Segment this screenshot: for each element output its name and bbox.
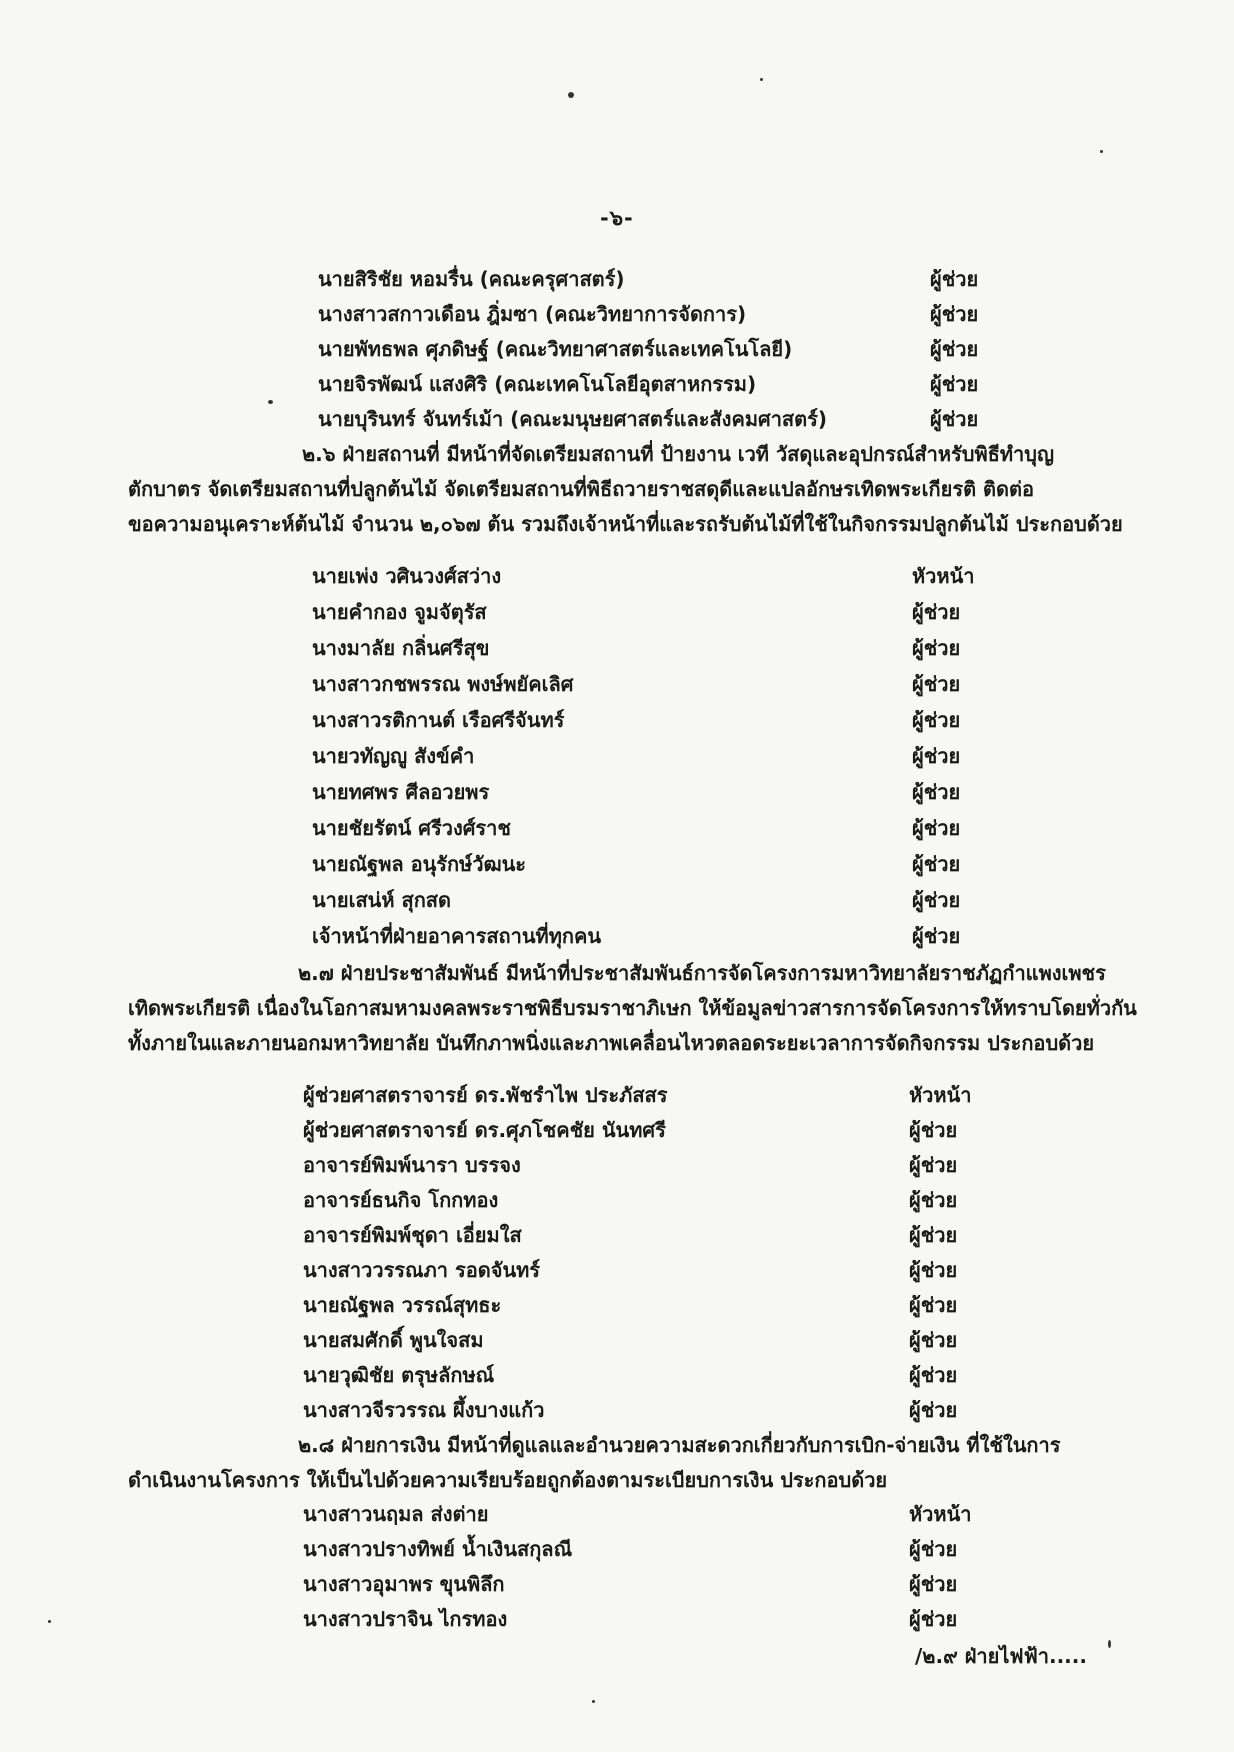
list-item: [303, 1532, 1003, 1566]
section-2-6-paragraph: [128, 437, 1123, 542]
paragraph-line: ขอความอนุเคราะห์ต้นไม้ จำนวน ๒,๐๖๗ ต้น รวมถึงเจ้าหน้าที่และรถรับต้นไม้ที่ใช้ในกิจกรรมปลูกต้นไม้ ประกอบด้วย: [128, 512, 1123, 536]
scan-speck: [268, 400, 273, 404]
list-item: [312, 631, 1002, 665]
member-role: ผู้ช่วย: [909, 1223, 958, 1247]
member-name: นางมาลัย กลิ่นศรีสุข: [312, 636, 490, 660]
list-item: [318, 262, 998, 296]
member-role: ผู้ช่วย: [930, 267, 979, 291]
list-item: [312, 775, 1002, 809]
paragraph-line: ๒.๖ ฝ่ายสถานที่ มีหน้าที่จัดเตรียมสถานที่ ป้ายงาน เวที วัสดุและอุปกรณ์สำหรับพิธีทำบุญ: [302, 442, 1054, 466]
member-role: ผู้ช่วย: [909, 1328, 958, 1352]
member-role: ผู้ช่วย: [909, 1398, 958, 1422]
paragraph-line: ๒.๘ ฝ่ายการเงิน มีหน้าที่ดูแลและอำนวยความสะดวกเกี่ยวกับการเบิก-จ่ายเงิน ที่ใช้ในการ: [298, 1433, 1061, 1457]
scan-speck: [1100, 150, 1103, 153]
list-item: [303, 1358, 1003, 1392]
member-name: นายณัฐพล อนุรักษ์วัฒนะ: [312, 852, 527, 876]
list-item: [312, 595, 1002, 629]
member-name: นางสาวจีรวรรณ ผึ้งบางแก้ว: [303, 1398, 545, 1422]
member-role: หัวหน้า: [909, 1502, 972, 1526]
scan-speck: [760, 78, 763, 81]
list-item: [303, 1393, 1003, 1427]
member-name: นายสิริชัย หอมรื่น (คณะครุศาสตร์): [318, 267, 625, 291]
member-name: นางสาววรรณภา รอดจันทร์: [303, 1258, 541, 1282]
list-item: [312, 919, 1002, 953]
member-role: หัวหน้า: [912, 564, 975, 588]
member-name: นายคำกอง จูมจัตุรัส: [312, 600, 487, 624]
member-role: ผู้ช่วย: [912, 600, 961, 624]
list-item: [303, 1078, 1003, 1112]
member-name: นางสาวสกาวเดือน ฎิ่มซา (คณะวิทยาการจัดการ): [318, 302, 747, 326]
list-item: [303, 1288, 1003, 1322]
member-name: นางสาวปราจิน ไกรทอง: [303, 1607, 508, 1631]
paragraph-line: ทั้งภายในและภายนอกมหาวิทยาลัย บันทึกภาพนิ่งและภาพเคลื่อนไหวตลอดระยะเวลาการจัดกิจกรรม ประกอบด้วย: [128, 1031, 1095, 1055]
member-name: นางสาวกชพรรณ พงษ์พยัคเลิศ: [312, 672, 574, 696]
list-item: [318, 402, 998, 436]
list-item: [303, 1183, 1003, 1217]
member-name: นายทศพร ศีลอวยพร: [312, 780, 490, 804]
member-name: อาจารย์ธนกิจ โกกทอง: [303, 1188, 499, 1212]
page-number: -๖-: [600, 206, 634, 230]
member-role: ผู้ช่วย: [909, 1293, 958, 1317]
member-role: ผู้ช่วย: [930, 372, 979, 396]
list-item: [303, 1497, 1003, 1531]
member-name: ผู้ช่วยศาสตราจารย์ ดร.พัชรำไพ ประภัสสร: [303, 1083, 668, 1107]
member-role: ผู้ช่วย: [909, 1188, 958, 1212]
list-item: [303, 1218, 1003, 1252]
list-item: [318, 297, 998, 331]
member-name: นายบุรินทร์ จันทร์เม้า (คณะมนุษยศาสตร์และสังคมศาสตร์): [318, 407, 828, 431]
member-role: ผู้ช่วย: [912, 708, 961, 732]
member-role: ผู้ช่วย: [912, 672, 961, 696]
paragraph-line: ดำเนินงานโครงการ ให้เป็นไปด้วยความเรียบร้อยถูกต้องตามระเบียบการเงิน ประกอบด้วย: [128, 1468, 888, 1492]
list-item: [312, 667, 1002, 701]
member-name: นายชัยรัตน์ ศรีวงศ์ราช: [312, 816, 511, 840]
member-name: นายวุฒิชัย ตรุษลักษณ์: [303, 1363, 495, 1387]
list-item: [312, 883, 1002, 917]
next-page-marker: /๒.๙ ฝ่ายไฟฟ้า.....: [915, 1644, 1087, 1668]
member-name: นายวทัญญู สังข์คำ: [312, 744, 475, 768]
list-item: [303, 1323, 1003, 1357]
list-item: [303, 1148, 1003, 1182]
member-name: นางสาวรติกานต์ เรือศรีจันทร์: [312, 708, 565, 732]
member-name: นายพัทธพล ศุภดิษฐ์ (คณะวิทยาศาสตร์และเทคโนโลยี): [318, 337, 793, 361]
list-item: [303, 1602, 1003, 1636]
scan-speck: [592, 1700, 595, 1703]
member-name: ผู้ช่วยศาสตราจารย์ ดร.ศุภโชคชัย นันทศรี: [303, 1118, 666, 1142]
member-role: ผู้ช่วย: [909, 1153, 958, 1177]
scan-speck: [568, 92, 574, 98]
member-role: ผู้ช่วย: [930, 407, 979, 431]
member-name: นายสมศักดิ์ พูนใจสม: [303, 1328, 484, 1352]
list-item: [312, 703, 1002, 737]
member-name: เจ้าหน้าที่ฝ่ายอาคารสถานที่ทุกคน: [312, 924, 602, 948]
member-role: ผู้ช่วย: [912, 888, 961, 912]
member-name: นางสาวนฤมล ส่งต่าย: [303, 1502, 489, 1526]
paragraph-line: ตักบาตร จัดเตรียมสถานที่ปลูกต้นไม้ จัดเตรียมสถานที่พิธีถวายราชสดุดีและแปลอักษรเทิดพระเกียรติ ติดต่อ: [128, 477, 1034, 501]
section-2-8-paragraph: [128, 1428, 1118, 1498]
member-role: ผู้ช่วย: [912, 744, 961, 768]
list-item: [303, 1113, 1003, 1147]
paragraph-line: ๒.๗ ฝ่ายประชาสัมพันธ์ มีหน้าที่ประชาสัมพันธ์การจัดโครงการมหาวิทยาลัยราชภัฏกำแพงเพชร: [298, 961, 1106, 985]
member-role: ผู้ช่วย: [909, 1258, 958, 1282]
scan-speck: [1108, 1640, 1111, 1648]
list-item: [312, 811, 1002, 845]
list-item: [318, 367, 998, 401]
list-item: [303, 1253, 1003, 1287]
member-role: ผู้ช่วย: [912, 636, 961, 660]
member-name: อาจารย์พิมพ์ชุดา เอี่ยมใส: [303, 1223, 522, 1247]
member-role: หัวหน้า: [909, 1083, 972, 1107]
member-role: ผู้ช่วย: [909, 1572, 958, 1596]
section-2-7-paragraph: [128, 956, 1137, 1061]
member-role: ผู้ช่วย: [912, 852, 961, 876]
member-role: ผู้ช่วย: [912, 924, 961, 948]
paragraph-line: เทิดพระเกียรติ เนื่องในโอกาสมหามงคลพระราชพิธีบรมราชาภิเษก ให้ข้อมูลข่าวสารการจัดโครงการให้ทราบโดยทั่วกัน: [128, 996, 1137, 1020]
list-item: [303, 1567, 1003, 1601]
member-role: ผู้ช่วย: [909, 1363, 958, 1387]
member-name: นางสาวอุมาพร ขุนพิลึก: [303, 1572, 505, 1596]
member-role: ผู้ช่วย: [909, 1118, 958, 1142]
member-name: อาจารย์พิมพ์นารา บรรจง: [303, 1153, 521, 1177]
member-role: ผู้ช่วย: [930, 337, 979, 361]
member-name: นางสาวปรางทิพย์ น้ำเงินสกุลณี: [303, 1537, 573, 1561]
member-name: นายเสน่ห์ สุกสด: [312, 888, 451, 912]
member-name: นายณัฐพล วรรณ์สุทธะ: [303, 1293, 502, 1317]
list-item: [312, 847, 1002, 881]
member-role: ผู้ช่วย: [909, 1537, 958, 1561]
member-name: นายจิรพัฒน์ แสงศิริ (คณะเทคโนโลยีอุตสาหกรรม): [318, 372, 757, 396]
scan-speck: [48, 1620, 51, 1623]
list-item: [312, 739, 1002, 773]
member-role: ผู้ช่วย: [912, 780, 961, 804]
list-item: [318, 332, 998, 366]
member-role: ผู้ช่วย: [930, 302, 979, 326]
member-role: ผู้ช่วย: [909, 1607, 958, 1631]
member-name: นายเพ่ง วศินวงศ์สว่าง: [312, 564, 502, 588]
member-role: ผู้ช่วย: [912, 816, 961, 840]
list-item: [312, 559, 1002, 593]
